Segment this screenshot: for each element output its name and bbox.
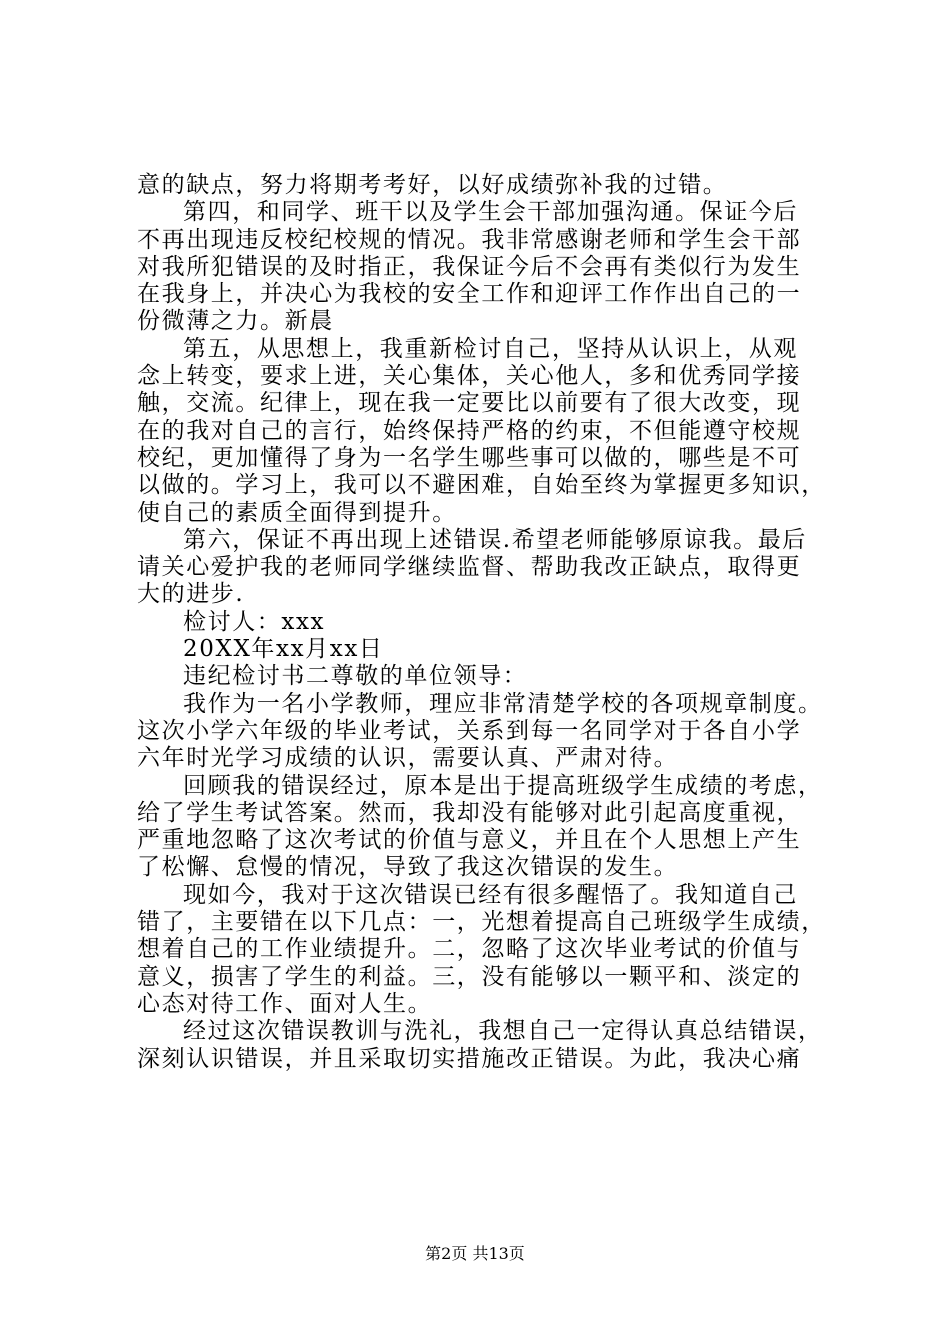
text-line: 检讨人：xxx [183,608,326,635]
page-footer: 第2页 共13页 [425,1244,525,1263]
text-line: 违纪检讨书二尊敬的单位领导： [183,663,528,690]
text-line: 20XX年xx月xx日 [183,636,384,663]
text-line: 请关心爱护我的老师同学继续监督、帮助我改正缺点，取得更 [137,554,802,581]
text-line: 六年时光学习成绩的认识，需要认真、严肃对待。 [137,745,679,772]
text-line: 这次小学六年级的毕业考试，关系到每一名同学对于各自小学 [137,717,802,744]
text-line: 经过这次错误教训与洗礼，我想自己一定得认真总结错误， [183,1018,823,1045]
text-line: 回顾我的错误经过，原本是出于提高班级学生成绩的考虑， [183,772,823,799]
text-line: 在我身上，并决心为我校的安全工作和迎评工作作出自己的一 [137,281,802,308]
text-line: 触，交流。纪律上，现在我一定要比以前要有了很大改变，现 [137,390,802,417]
text-line: 使自己的素质全面得到提升。 [137,499,457,526]
text-line: 严重地忽略了这次考试的价值与意义，并且在个人思想上产生 [137,827,802,854]
text-line: 对我所犯错误的及时指正，我保证今后不会再有类似行为发生 [137,253,802,280]
text-line: 第六，保证不再出现上述错误.希望老师能够原谅我。最后 [183,526,807,553]
text-line: 份微薄之力。新晨 [137,308,334,335]
text-line: 以做的。学习上，我可以不避困难，自始至终为掌握更多知识， [137,472,826,499]
text-line: 大的进步. [137,581,245,608]
text-line: 想着自己的工作业绩提升。二，忽略了这次毕业考试的价值与 [137,936,802,963]
text-line: 第五，从思想上，我重新检讨自己，坚持从认识上，从观 [183,335,798,362]
text-line: 给了学生考试答案。然而，我却没有能够对此引起高度重视， [137,799,802,826]
text-line: 念上转变，要求上进，关心集体，关心他人，多和优秀同学接 [137,363,802,390]
text-line: 现如今，我对于这次错误已经有很多醒悟了。我知道自己 [183,881,798,908]
text-line: 意的缺点，努力将期考考好，以好成绩弥补我的过错。 [137,172,728,198]
text-line: 深刻认识错误，并且采取切实措施改正错误。为此，我决心痛 [137,1045,802,1072]
text-line: 错了，主要错在以下几点：一，光想着提高自己班级学生成绩， [137,909,826,936]
text-line: 在的我对自己的言行，始终保持严格的约束，不但能遵守校规 [137,417,802,444]
text-line: 了松懈、怠慢的情况，导致了我这次错误的发生。 [137,854,679,881]
text-line: 校纪，更加懂得了身为一名学生哪些事可以做的，哪些是不可 [137,444,802,471]
text-line: 心态对待工作、面对人生。 [137,990,433,1017]
text-line: 我作为一名小学教师，理应非常清楚学校的各项规章制度。 [183,690,823,717]
text-line: 意义，损害了学生的利益。三，没有能够以一颗平和、淡定的 [137,963,802,990]
text-line: 第四，和同学、班干以及学生会干部加强沟通。保证今后 [183,199,798,226]
text-line: 不再出现违反校纪校规的情况。我非常感谢老师和学生会干部 [137,226,802,253]
document-body [137,172,837,1073]
